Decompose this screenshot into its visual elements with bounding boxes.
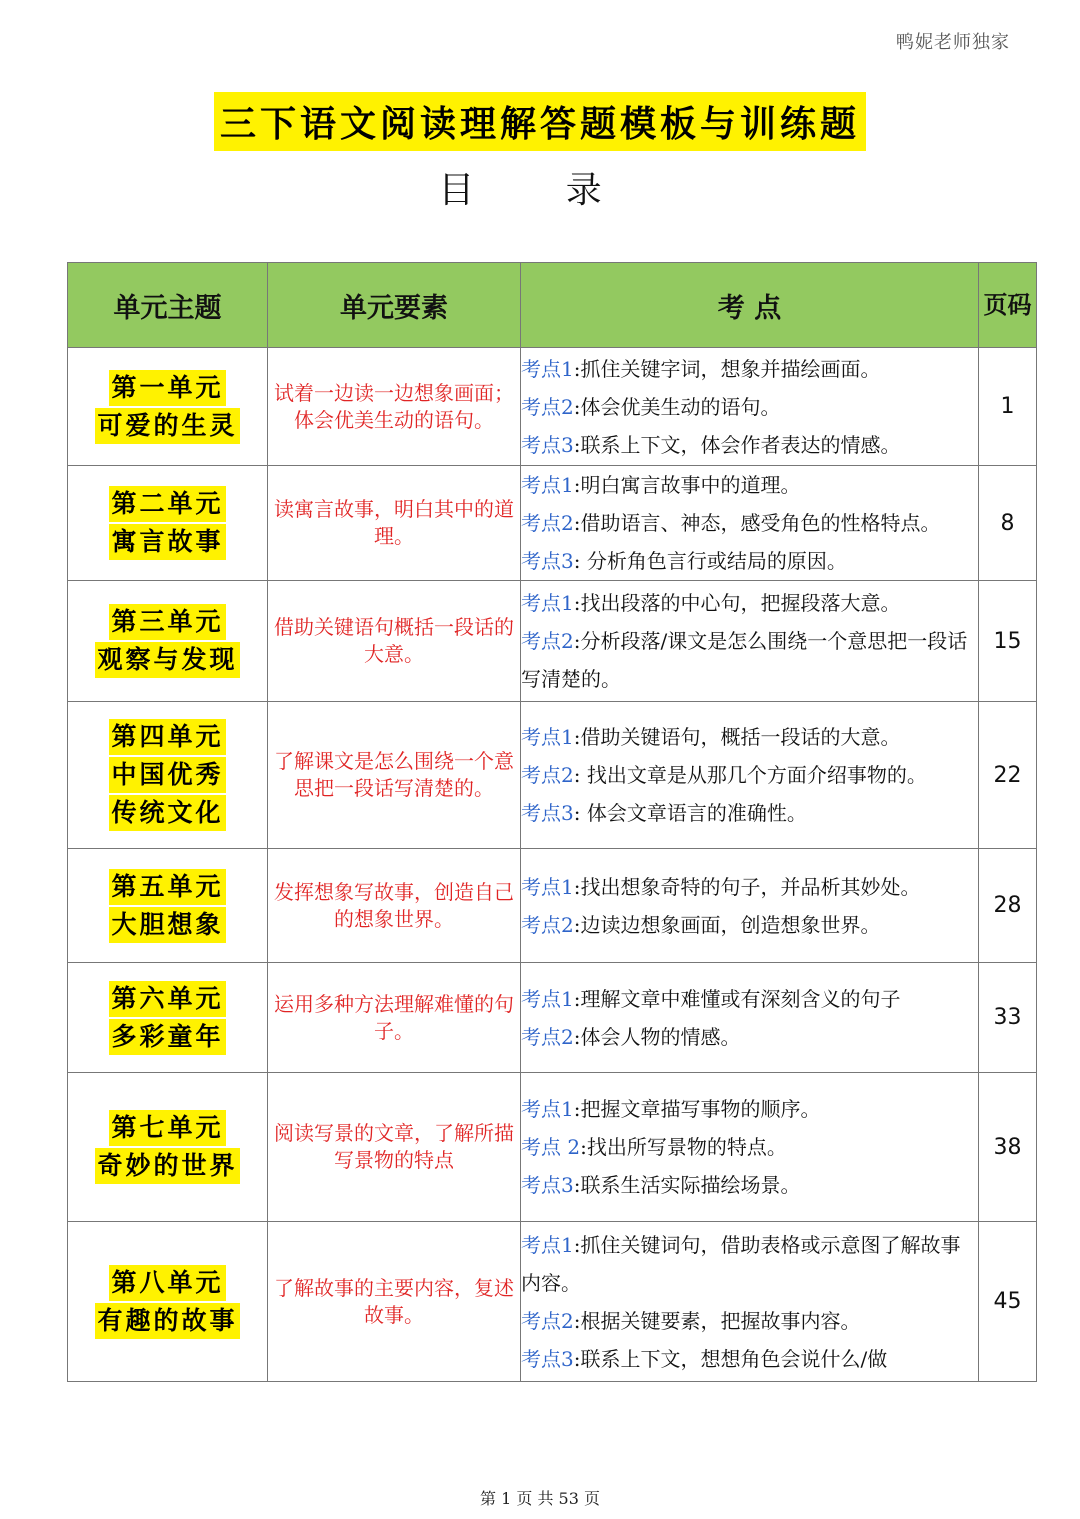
unit-number: 第一单元 — [109, 370, 225, 406]
point-item — [521, 388, 978, 426]
table-row — [68, 581, 1037, 702]
header-page: 页码 — [979, 263, 1037, 348]
point-item — [521, 584, 978, 622]
point-label: 考点3 — [521, 1173, 574, 1197]
point-text: :联系上下文，体会作者表达的情感。 — [573, 432, 901, 457]
point-text: :明白寓言故事中的道理。 — [573, 473, 801, 497]
page-number: 28 — [979, 849, 1037, 963]
unit-theme-cell — [68, 348, 268, 466]
point-text: :联系生活实际描绘场景。 — [573, 1173, 801, 1197]
point-text: : 找出文章是从那几个方面介绍事物的。 — [573, 763, 927, 787]
header-points: 考 点 — [521, 263, 979, 348]
unit-number: 第五单元 — [109, 869, 225, 905]
unit-theme-cell — [68, 702, 268, 849]
unit-theme-cell — [68, 1222, 268, 1382]
point-item — [521, 426, 978, 464]
point-label: 考点1 — [521, 473, 574, 497]
table-header-row — [68, 263, 1037, 348]
points-cell — [521, 1073, 979, 1222]
page-number: 38 — [979, 1073, 1037, 1222]
unit-number: 第二单元 — [109, 486, 225, 522]
point-label: 考点2 — [521, 394, 574, 419]
point-text: :找出所写景物的特点。 — [580, 1135, 787, 1159]
unit-number: 第四单元 — [109, 719, 225, 755]
unit-theme: 有趣的故事 — [95, 1303, 239, 1339]
points-cell — [521, 849, 979, 963]
point-label: 考点3 — [521, 801, 574, 825]
point-item — [521, 868, 978, 906]
point-item — [521, 718, 978, 756]
unit-element: 试着一边读一边想象画面；体会优美生动的语句。 — [268, 348, 521, 466]
point-item — [521, 1090, 978, 1128]
point-label: 考点1 — [521, 874, 574, 899]
unit-theme: 中国优秀 — [109, 757, 225, 793]
unit-element: 了解故事的主要内容，复述故事。 — [268, 1222, 521, 1382]
table-row — [68, 849, 1037, 963]
point-label: 考点1 — [521, 1232, 574, 1257]
point-item — [521, 906, 978, 944]
header-element: 单元要素 — [268, 263, 521, 348]
table-row — [68, 702, 1037, 849]
page-number: 22 — [979, 702, 1037, 849]
point-text: :边读边想象画面，创造想象世界。 — [573, 912, 881, 937]
point-text: :联系上下文，想想角色会说什么/做 — [573, 1346, 888, 1371]
point-item — [521, 1226, 978, 1302]
point-text: : 分析角色言行或结局的原因。 — [573, 549, 847, 573]
table-row — [68, 1073, 1037, 1222]
table-row — [68, 348, 1037, 466]
point-text: :抓住关键词句，借助表格或示意图了解故事内容。 — [521, 1232, 961, 1295]
point-item — [521, 466, 978, 504]
page-number: 8 — [979, 466, 1037, 581]
point-text: :找出想象奇特的句子，并品析其妙处。 — [573, 874, 921, 899]
page-number: 45 — [979, 1222, 1037, 1382]
point-text: :把握文章描写事物的顺序。 — [573, 1097, 821, 1121]
unit-theme-cell — [68, 849, 268, 963]
points-cell — [521, 702, 979, 849]
unit-theme-cell — [68, 963, 268, 1073]
points-cell — [521, 466, 979, 581]
point-text: :根据关键要素，把握故事内容。 — [573, 1308, 861, 1333]
unit-theme: 多彩童年 — [109, 1019, 225, 1055]
page-footer: 第 1 页 共 53 页 — [480, 1489, 600, 1508]
title-highlight: 三下语文阅读理解答题模板与训练题 — [214, 92, 866, 151]
points-cell — [521, 348, 979, 466]
point-text: :抓住关键字词，想象并描绘画面。 — [573, 356, 881, 381]
point-item — [521, 1166, 978, 1204]
point-label: 考点1 — [521, 986, 574, 1011]
unit-element: 发挥想象写故事，创造自己的想象世界。 — [268, 849, 521, 963]
point-item — [521, 794, 978, 832]
point-item — [521, 1018, 978, 1056]
unit-element: 了解课文是怎么围绕一个意 思把一段话写清楚的。 — [268, 702, 521, 849]
point-item — [521, 1340, 978, 1378]
toc-table — [67, 262, 1037, 1382]
unit-theme-cell — [68, 466, 268, 581]
point-item — [521, 622, 978, 698]
point-label: 考点 2 — [521, 1135, 581, 1159]
header-theme: 单元主题 — [68, 263, 268, 348]
point-label: 考点2 — [521, 1024, 574, 1049]
point-text: :体会人物的情感。 — [573, 1024, 741, 1049]
point-label: 考点1 — [521, 725, 574, 749]
point-text: :理解文章中难懂或有深刻含义的句子 — [573, 986, 901, 1011]
unit-number: 第六单元 — [109, 981, 225, 1017]
unit-element: 阅读写景的文章，了解所描写景物的特点 — [268, 1073, 521, 1222]
unit-number: 第三单元 — [109, 604, 225, 640]
point-item — [521, 1302, 978, 1340]
point-item — [521, 756, 978, 794]
point-text: :找出段落的中心句，把握段落大意。 — [573, 591, 901, 615]
point-label: 考点3 — [521, 432, 574, 457]
point-text: : 体会文章语言的准确性。 — [573, 801, 807, 825]
unit-theme: 观察与发现 — [95, 642, 239, 678]
page-number: 1 — [979, 348, 1037, 466]
point-text: :借助关键语句，概括一段话的大意。 — [573, 725, 901, 749]
unit-theme-line2: 传统文化 — [109, 795, 225, 831]
document-title — [0, 92, 1080, 151]
point-text: :借助语言、神态，感受角色的性格特点。 — [573, 511, 941, 535]
points-cell — [521, 963, 979, 1073]
page-number: 33 — [979, 963, 1037, 1073]
unit-element: 借助关键语句概括一段话的大意。 — [268, 581, 521, 702]
table-row — [68, 1222, 1037, 1382]
point-text: :分析段落/课文是怎么围绕一个意思把一段话写清楚的。 — [521, 629, 968, 691]
point-item — [521, 980, 978, 1018]
unit-element: 运用多种方法理解难懂的句子。 — [268, 963, 521, 1073]
point-label: 考点1 — [521, 591, 574, 615]
point-label: 考点3 — [521, 1346, 574, 1371]
table-row — [68, 466, 1037, 581]
points-cell — [521, 1222, 979, 1382]
unit-theme: 寓言故事 — [109, 524, 225, 560]
point-item — [521, 350, 978, 388]
unit-number: 第八单元 — [109, 1265, 225, 1301]
page-number: 15 — [979, 581, 1037, 702]
point-label: 考点2 — [521, 763, 574, 787]
unit-number: 第七单元 — [109, 1110, 225, 1146]
unit-theme: 大胆想象 — [109, 907, 225, 943]
toc-heading: 目 录 — [438, 170, 642, 211]
table-row — [68, 963, 1037, 1073]
unit-element: 读寓言故事，明白其中的道理。 — [268, 466, 521, 581]
point-item — [521, 1128, 978, 1166]
point-label: 考点1 — [521, 356, 574, 381]
points-cell — [521, 581, 979, 702]
point-label: 考点2 — [521, 1308, 574, 1333]
point-label: 考点1 — [521, 1097, 574, 1121]
point-label: 考点3 — [521, 549, 574, 573]
unit-theme: 可爱的生灵 — [95, 408, 239, 444]
unit-theme-cell — [68, 1073, 268, 1222]
unit-theme-cell — [68, 581, 268, 702]
point-item — [521, 542, 978, 580]
watermark-author: 鸭妮老师独家 — [896, 32, 1010, 53]
unit-theme: 奇妙的世界 — [95, 1148, 239, 1184]
point-label: 考点2 — [521, 912, 574, 937]
point-label: 考点2 — [521, 629, 574, 653]
point-text: :体会优美生动的语句。 — [573, 394, 781, 419]
point-item — [521, 504, 978, 542]
point-label: 考点2 — [521, 511, 574, 535]
